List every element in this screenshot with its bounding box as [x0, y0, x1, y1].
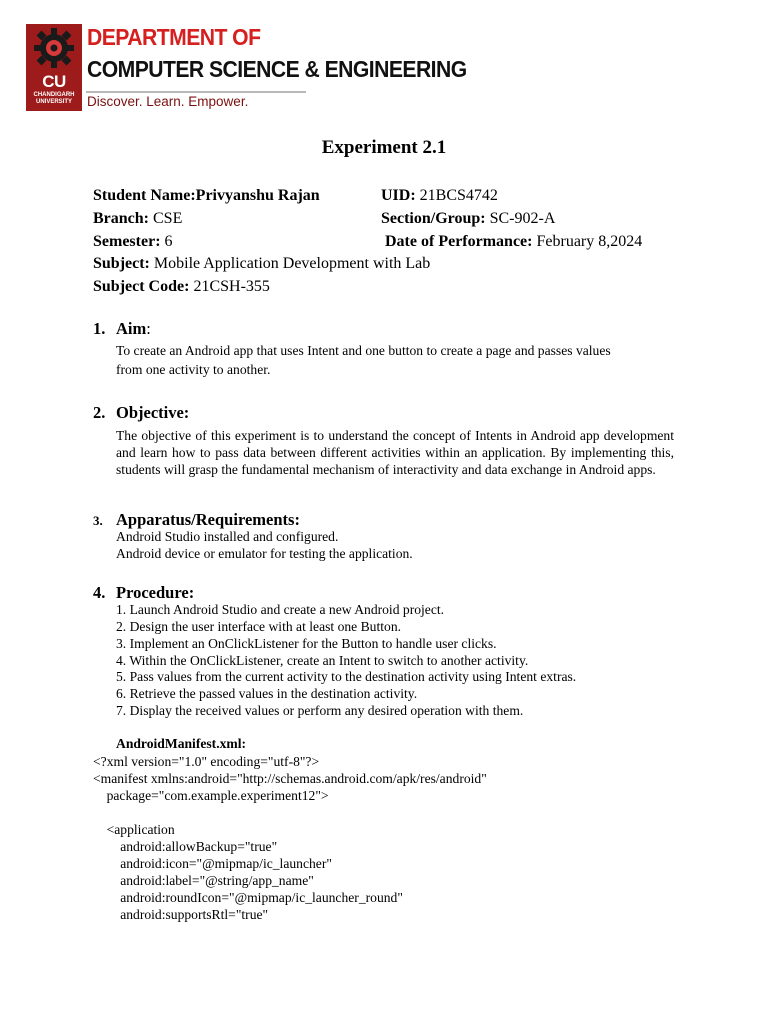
procedure-step: 4. Within the OnClickListener, create an Intent to switch to another activity. [116, 653, 529, 668]
student-name: Student Name:Privyanshu Rajan [93, 187, 320, 204]
gear-emblem-icon [26, 24, 82, 74]
experiment-title: Experiment 2.1 [321, 137, 447, 158]
apparatus-heading: 3. Apparatus/Requirements: [93, 510, 300, 529]
department-name: COMPUTER SCIENCE & ENGINEERING [87, 56, 467, 82]
aim-heading: 1. Aim: [93, 319, 151, 338]
procedure-heading: 4. Procedure: [93, 583, 195, 602]
uid: UID: 21BCS4742 [381, 187, 498, 204]
code-line: android:icon="@mipmap/ic_launcher" [93, 856, 332, 871]
aim-text-line-2: from one activity to another. [116, 362, 271, 377]
semester: Semester: 6 [93, 233, 173, 250]
code-line: <?xml version="1.0" encoding="utf-8"?> [93, 754, 320, 769]
manifest-file-title: AndroidManifest.xml: [116, 736, 247, 751]
branch: Branch: CSE [93, 210, 183, 227]
code-line: android:supportsRtl="true" [93, 907, 269, 922]
tagline: Discover. Learn. Empower. [87, 94, 249, 109]
objective-heading: 2. Objective: [93, 403, 190, 422]
section-group: Section/Group: SC-902-A [381, 210, 556, 227]
apparatus-item: Android Studio installed and configured. [116, 529, 339, 544]
procedure-step: 1. Launch Android Studio and create a new Android project. [116, 602, 445, 617]
objective-text: The objective of this experiment is to understand the concept of Intents in Android app development and learn how to pass data between different activities within an application. By implementing this, students will grasp the fundamental mechanism of interactivity and data exchange in Android apps. [116, 428, 674, 477]
code-line: <manifest xmlns:android="http://schemas.android.com/apk/res/android" [93, 771, 487, 786]
apparatus-item: Android device or emulator for testing the application. [116, 546, 413, 561]
procedure-step: 3. Implement an OnClickListener for the Button to handle user clicks. [116, 636, 497, 651]
logo-university-name: CHANDIGARH UNIVERSITY [33, 92, 75, 105]
code-line: android:allowBackup="true" [93, 839, 278, 854]
code-line: android:label="@string/app_name" [93, 873, 314, 888]
aim-text-line-1: To create an Android app that uses Intent and one button to create a page and passes values [116, 343, 611, 358]
procedure-step: 2. Design the user interface with at least one Button. [116, 619, 402, 634]
code-line: package="com.example.experiment12"> [93, 788, 329, 803]
subject: Subject: Mobile Application Development with Lab [93, 255, 431, 272]
department-heading: DEPARTMENT OF [87, 24, 261, 50]
procedure-step: 7. Display the received values or perform any desired operation with them. [116, 703, 524, 718]
subject-code: Subject Code: 21CSH-355 [93, 278, 270, 295]
code-line: <application [93, 822, 175, 837]
code-line: android:roundIcon="@mipmap/ic_launcher_round" [93, 890, 403, 905]
university-logo [26, 24, 82, 111]
logo-initials: CU [42, 72, 66, 91]
date-of-performance: Date of Performance: February 8,2024 [385, 233, 643, 250]
procedure-step: 5. Pass values from the current activity to the destination activity using Intent extras. [116, 669, 577, 684]
procedure-step: 6. Retrieve the passed values in the destination activity. [116, 686, 418, 701]
header-divider [86, 91, 306, 93]
